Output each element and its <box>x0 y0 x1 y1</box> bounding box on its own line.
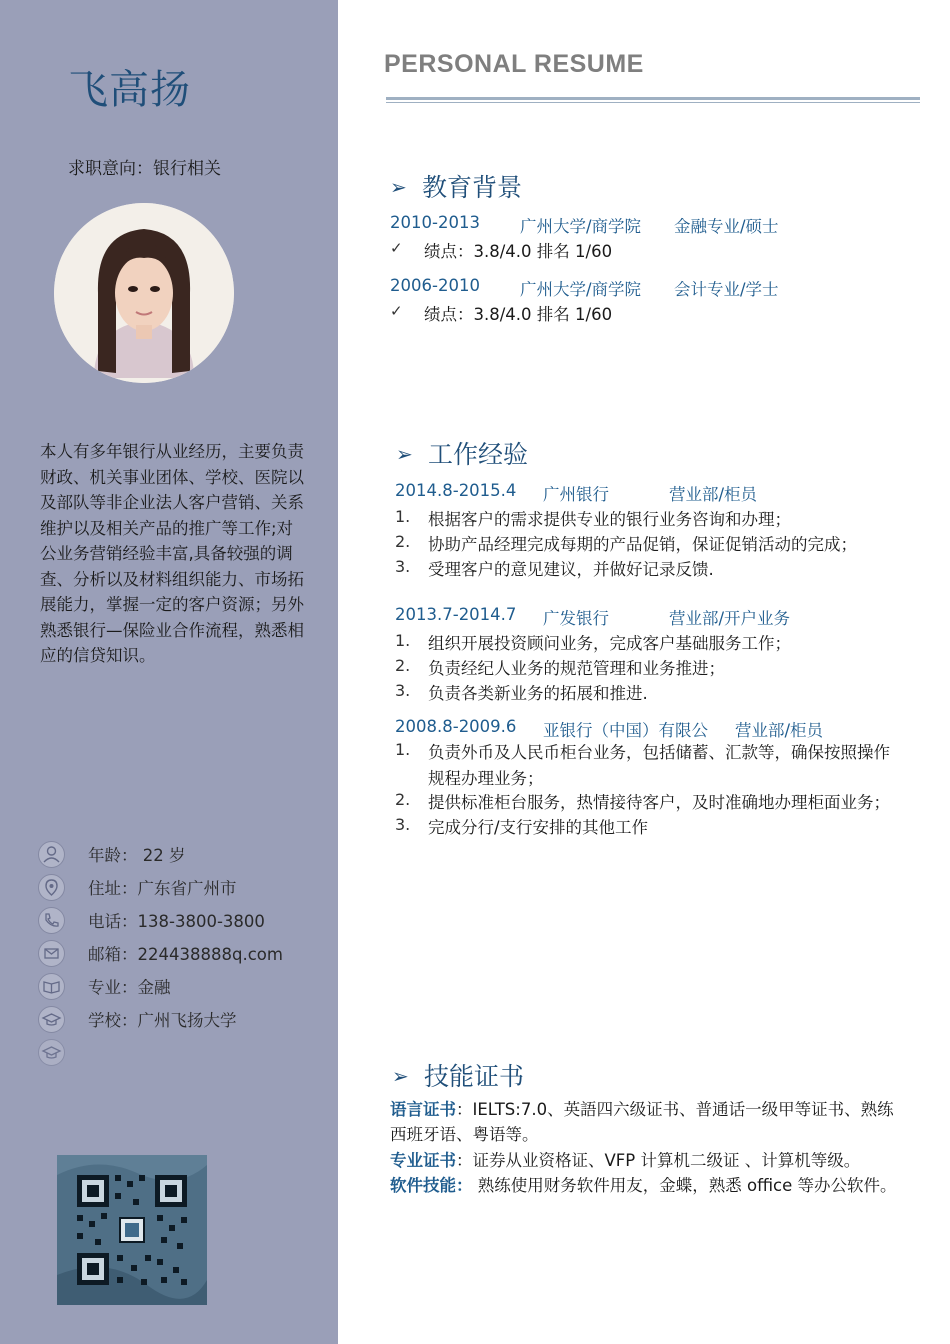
info-age <box>36 838 326 871</box>
title-divider-thin <box>386 102 920 103</box>
list-number: 2. <box>395 656 411 675</box>
info-extra <box>36 1036 326 1069</box>
work-duty: 协助产品经理完成每期的产品促销，保证促销活动的完成； <box>428 535 857 554</box>
skill-language <box>390 1096 894 1120</box>
work-period: 2008.8-2009.6 <box>395 717 517 736</box>
title-divider <box>386 97 920 100</box>
list-number: 2. <box>395 790 411 809</box>
skill-professional-text: ：证券从业资格证、VFP 计算机二级证 、计算机等级。 <box>456 1151 861 1170</box>
work-entry <box>395 717 915 741</box>
list-number: 3. <box>395 681 411 700</box>
candidate-name: 飞高扬 <box>68 67 191 113</box>
skill-software-label: 软件技能： <box>390 1176 473 1195</box>
skill-software <box>390 1172 897 1196</box>
graduation-cap-icon <box>38 1039 65 1066</box>
location-icon <box>38 874 65 901</box>
education-school: 广州大学/商学院 <box>520 280 642 299</box>
work-role: 营业部/柜员 <box>735 721 824 740</box>
work-role: 营业部/开户业务 <box>669 609 791 628</box>
education-heading-text: 教育背景 <box>422 173 523 202</box>
skill-language-label: 语言证书 <box>390 1100 456 1119</box>
work-duty: 提供标准柜台服务，热情接待客户，及时准确地办理柜面业务； <box>428 793 890 812</box>
qr-code <box>57 1155 207 1305</box>
education-entry <box>390 276 910 300</box>
check-icon: ✓ <box>390 239 403 257</box>
education-period: 2006-2010 <box>390 276 480 295</box>
arrow-icon: ➢ <box>396 442 413 466</box>
mail-icon <box>38 940 65 967</box>
info-email-text: 邮箱：224438888q.com <box>88 945 283 964</box>
education-period: 2010-2013 <box>390 213 480 232</box>
info-age-text: 年龄： 22 岁 <box>88 846 186 865</box>
work-duty: 负责外币及人民币柜台业务，包括储蓄、汇款等，确保按照操作 <box>428 743 890 762</box>
info-email <box>36 937 326 970</box>
work-company: 广发银行 <box>543 609 609 628</box>
person-icon <box>38 841 65 868</box>
info-address-text: 住址：广东省广州市 <box>88 879 237 898</box>
skill-professional <box>390 1147 860 1171</box>
work-duty: 负责各类新业务的拓展和推进. <box>428 684 648 703</box>
work-company: 广州银行 <box>543 485 609 504</box>
skill-language-text-2: 西班牙语、粤语等。 <box>390 1125 539 1144</box>
work-duty: 受理客户的意见建议，并做好记录反馈. <box>428 560 714 579</box>
work-duty: 组织开展投资顾问业务，完成客户基础服务工作； <box>428 634 791 653</box>
education-school: 广州大学/商学院 <box>520 217 642 236</box>
education-detail: 绩点：3.8/4.0 排名 1/60 <box>424 242 613 261</box>
work-period: 2014.8-2015.4 <box>395 481 517 500</box>
skill-language-continued <box>390 1121 539 1145</box>
contact-info <box>36 838 326 1069</box>
work-company: 亚银行（中国）有限公 <box>543 721 708 740</box>
info-phone-text: 电话：138-3800-3800 <box>88 912 265 931</box>
work-heading-text: 工作经验 <box>428 440 529 469</box>
work-heading <box>396 435 528 471</box>
info-school <box>36 1003 326 1036</box>
personal-summary: 本人有多年银行从业经历，主要负责财政、机关事业团体、学校、医院以及部队等非企业法人客户营销、关系维护以及相关产品的推广等工作;对公业务营销经验丰富,具备较强的调查、分析以及材料组织能力、市场拓展能力，掌握一定的客户资源；另外熟悉银行—保险业合作流程，熟悉相应的信贷知识。 <box>40 442 304 665</box>
info-phone <box>36 904 326 937</box>
work-duty: 负责经纪人业务的规范管理和业务推进； <box>428 659 725 678</box>
work-period: 2013.7-2014.7 <box>395 605 517 624</box>
education-entry <box>390 213 910 237</box>
phone-icon <box>38 907 65 934</box>
skill-language-text: ：IELTS:7.0、英語四六级证书、普通话一级甲等证书、熟练 <box>456 1100 894 1119</box>
job-objective: 求职意向：银行相关 <box>68 159 221 179</box>
page-title: PERSONAL RESUME <box>384 50 644 78</box>
list-number: 1. <box>395 507 411 526</box>
education-degree: 会计专业/学士 <box>674 280 779 299</box>
info-school-text: 学校：广州飞扬大学 <box>88 1011 237 1030</box>
education-heading <box>390 168 522 204</box>
work-entry <box>395 481 915 505</box>
qr-code-image <box>57 1155 207 1305</box>
work-duty: 根据客户的需求提供专业的银行业务咨询和办理； <box>428 510 791 529</box>
education-detail: 绩点：3.8/4.0 排名 1/60 <box>424 305 613 324</box>
check-icon: ✓ <box>390 302 403 320</box>
work-role: 营业部/柜员 <box>669 485 758 504</box>
list-number: 3. <box>395 815 411 834</box>
list-number: 3. <box>395 557 411 576</box>
graduation-cap-icon <box>38 1006 65 1033</box>
portrait-image <box>54 203 234 383</box>
skills-heading <box>392 1057 524 1093</box>
info-major-text: 专业：金融 <box>88 978 171 997</box>
list-number: 2. <box>395 532 411 551</box>
info-address <box>36 871 326 904</box>
sidebar <box>0 0 338 1344</box>
work-duty: 完成分行/支行安排的其他工作 <box>428 818 649 837</box>
work-duty-continued: 规程办理业务； <box>428 769 544 788</box>
education-degree: 金融专业/硕士 <box>674 217 779 236</box>
arrow-icon: ➢ <box>390 175 407 199</box>
profile-photo <box>54 203 234 383</box>
work-entry <box>395 605 915 629</box>
skills-heading-text: 技能证书 <box>424 1062 525 1091</box>
skill-software-text: 熟练使用财务软件用友，金蝶，熟悉 office 等办公软件。 <box>472 1176 897 1195</box>
skill-professional-label: 专业证书 <box>390 1151 456 1170</box>
info-major <box>36 970 326 1003</box>
list-number: 1. <box>395 631 411 650</box>
book-icon <box>38 973 65 1000</box>
list-number: 1. <box>395 740 411 759</box>
arrow-icon: ➢ <box>392 1064 409 1088</box>
